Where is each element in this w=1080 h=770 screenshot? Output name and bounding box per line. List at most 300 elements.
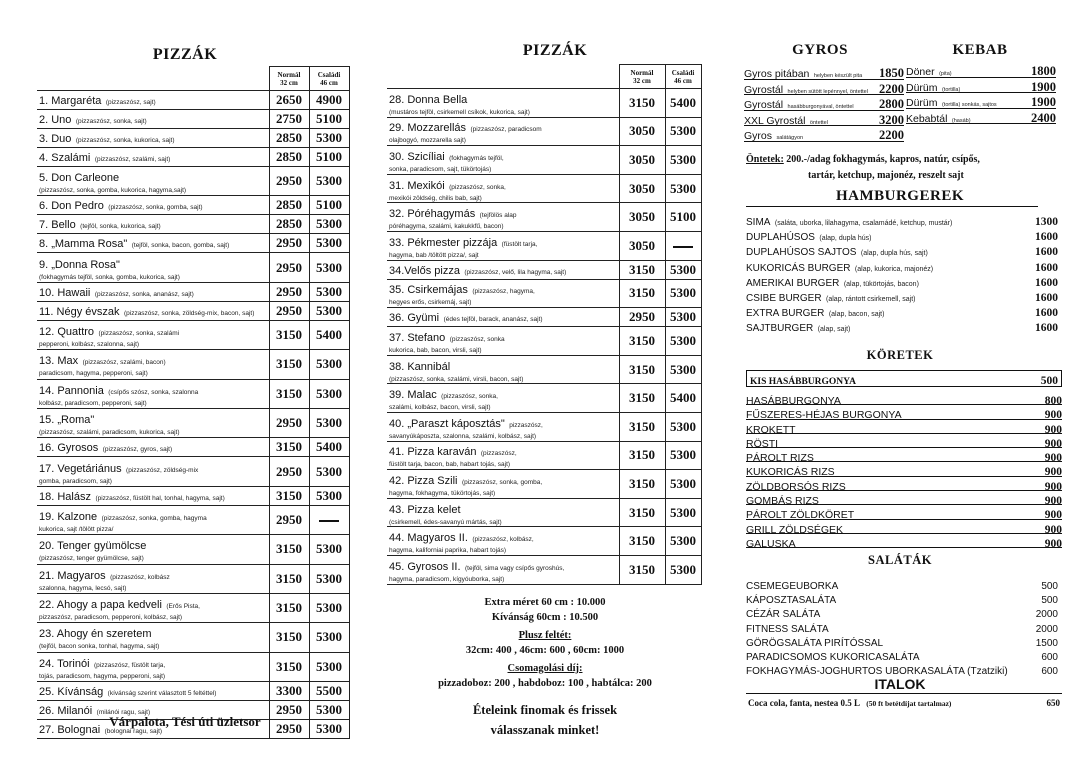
item-price: 1600 xyxy=(1035,231,1058,244)
item-name: DUPLAHÚSOS xyxy=(746,232,815,244)
item-price: 1850 xyxy=(879,66,904,80)
pizza-name: 23. Ahogy én szeretem xyxy=(39,628,152,641)
price-normal: 3050 xyxy=(619,117,665,146)
item-name: DUPLAHÚSOS SAJTOS xyxy=(746,247,857,259)
pizza-name: 8. „Mamma Rosa" xyxy=(39,238,128,251)
pizza-desc: (pizzaszósz, sonka, kukorica, sajt) xyxy=(75,137,175,144)
pizza-name-cell xyxy=(387,527,619,556)
item-price: 900 xyxy=(1044,452,1062,465)
pizza-row xyxy=(387,203,701,232)
pizza-name-cell xyxy=(387,89,619,118)
pizza-name: 45. Gyrosos II. xyxy=(389,560,461,573)
pizza-name: 38. Kannibál xyxy=(389,360,451,373)
pizza-name-cell xyxy=(37,564,269,593)
item-price: 900 xyxy=(1044,509,1062,522)
pizza-desc-2: savanyúkáposzta, szalonna, szalámi, kolbász, sajt) xyxy=(389,432,537,440)
pizza-desc: (tejföl, sonka, kukorica, sajt) xyxy=(80,223,161,231)
item-price: 600 xyxy=(1041,666,1058,678)
pizza-name-cell xyxy=(37,148,269,167)
packaging-text: pizzadoboz: 200 , habdoboz: 100 , habtálca: 200 xyxy=(438,678,652,689)
item-name: Gyros pitában xyxy=(744,68,810,80)
item-price: 1600 xyxy=(1035,276,1058,289)
pizza-desc: (pizzaszósz, sonka, sajt) xyxy=(75,118,147,125)
item-name: Gyrostál xyxy=(744,83,784,96)
price-normal: 3150 xyxy=(269,486,309,505)
pizza-row xyxy=(387,260,701,279)
item-desc: (alap, dupla hús, sajt) xyxy=(860,250,928,258)
pizza-name-cell xyxy=(387,117,619,146)
item-name: PÁROLT RIZS xyxy=(746,452,814,465)
item-name: Gyrostál xyxy=(744,99,784,111)
item-desc: (alap, dupla hús) xyxy=(819,235,872,243)
gyros-item xyxy=(744,95,904,111)
pizza-row xyxy=(37,215,349,234)
pizza-desc-2: szalámi, kolbász, bacon, virsli, sajt) xyxy=(389,404,491,412)
price-family: 5300 xyxy=(309,535,349,564)
pizza-desc: (pizzaszósz, kolbász xyxy=(110,573,170,581)
pizza-row xyxy=(387,412,701,441)
price-normal: 3150 xyxy=(619,89,665,118)
pizza-desc-2: hagyma, bab /töltött pizza/, sajt xyxy=(389,251,479,259)
price-family: 5300 xyxy=(309,593,349,622)
price-family: 5300 xyxy=(665,279,701,308)
pizza-name: 42. Pizza Szili xyxy=(389,474,458,487)
pizza-name: 10. Hawaii xyxy=(39,286,91,299)
pizza-row xyxy=(37,91,349,110)
pizza-name: 17. Vegetáriánus xyxy=(39,462,122,475)
pizza-desc-2: kolbász, paradicsom, pepperoni, sajt) xyxy=(39,399,147,407)
pizza-name-cell xyxy=(37,110,269,129)
price-normal: 3150 xyxy=(619,327,665,356)
pizza-name-cell xyxy=(37,408,269,437)
price-normal: 3150 xyxy=(619,384,665,413)
pizza-name-cell xyxy=(37,234,269,253)
item-desc: hasábburgonyával, öntettel xyxy=(787,104,854,110)
plusz-title: Plusz feltét: xyxy=(518,630,572,641)
item-price: 900 xyxy=(1044,409,1062,422)
pizza-name: 27. Bolognai xyxy=(39,724,101,737)
pizza-row xyxy=(387,146,701,175)
price-normal: 2950 xyxy=(269,253,309,282)
item-price: 900 xyxy=(1044,466,1062,479)
pizza-desc: (pizzaszósz, sonka, szalámi xyxy=(98,329,180,337)
price-normal: 2950 xyxy=(269,301,309,320)
pizza-name-cell xyxy=(37,253,269,282)
pizza-name: 14. Pannonia xyxy=(39,384,104,397)
item-price: 500 xyxy=(1041,595,1058,607)
item-price: 500 xyxy=(1041,581,1058,592)
slogan xyxy=(400,700,690,740)
pizza-desc: (pizzaszósz, sonka, gomba, hagyma xyxy=(101,514,207,522)
price-family: 5300 xyxy=(309,350,349,379)
pizza-desc-2: pepperoni, kolbász, szalonna, sajt) xyxy=(39,340,140,348)
item-price: 600 xyxy=(1041,651,1058,663)
pizza-name: 11. Négy évszak xyxy=(39,305,120,318)
pizza-row xyxy=(37,486,349,505)
price-normal: 3150 xyxy=(269,564,309,593)
side-item xyxy=(746,405,1062,422)
kebab-item xyxy=(906,62,1056,78)
pizza-desc: (pizzaszósz, paradicsom xyxy=(470,126,542,134)
pizza-name-cell xyxy=(37,438,269,457)
pizza-row xyxy=(37,301,349,320)
gyros-list xyxy=(744,64,904,142)
kebab-title: KEBAB xyxy=(952,42,1008,58)
price-normal: 3150 xyxy=(619,527,665,556)
item-price: 2000 xyxy=(1035,609,1058,621)
pizza-desc: (pizzaszósz, xyxy=(480,450,517,458)
toppings-info xyxy=(746,152,1066,184)
item-name: XXL Gyrostál xyxy=(744,114,806,127)
item-name: FITNESS SALÁTA xyxy=(746,623,829,635)
price-normal: 3150 xyxy=(619,470,665,499)
toppings-label: Öntetek: xyxy=(746,154,784,165)
pizza-name: 7. Bello xyxy=(39,219,76,232)
item-price: 2200 xyxy=(879,81,904,96)
pizza-name-cell xyxy=(37,215,269,234)
side-item xyxy=(746,520,1062,534)
item-name: KUKORICÁS RIZS xyxy=(746,466,835,479)
item-price: 1300 xyxy=(1035,216,1058,228)
pizza-desc-2: hagyma, paradicsom, kígyóuborka, sajt) xyxy=(389,575,505,583)
item-name: CÉZÁR SALÁTA xyxy=(746,609,821,621)
pizza-name-cell xyxy=(387,384,619,413)
pizza-row xyxy=(37,148,349,167)
pizza-name: 32. Póréhagymás xyxy=(389,208,476,221)
pizza-name: 19. Kalzone xyxy=(39,510,98,523)
pizza-name-cell xyxy=(37,129,269,148)
pizza-name-cell xyxy=(37,682,269,701)
item-desc: (alap, rántott csirkemell, sajt) xyxy=(826,295,916,303)
price-family: 5100 xyxy=(309,110,349,129)
item-name: AMERIKAI BURGER xyxy=(746,277,840,289)
hamburger-item xyxy=(746,273,1058,288)
price-normal: 3150 xyxy=(619,279,665,308)
item-price: 1800 xyxy=(1031,64,1056,78)
gyros-item xyxy=(744,80,904,96)
pizza-row xyxy=(37,110,349,129)
price-family: 5300 xyxy=(309,652,349,681)
pizza-desc: (tejföl, sonka, bacon, gomba, sajt) xyxy=(131,242,230,250)
price-family: 5300 xyxy=(309,701,349,720)
pizza-name-cell xyxy=(387,555,619,584)
side-item xyxy=(746,370,1062,387)
price-family: 5300 xyxy=(665,470,701,499)
pizza-name-cell xyxy=(387,146,619,175)
pizza-name: 28. Donna Bella xyxy=(389,93,468,106)
pizza-name-cell xyxy=(37,623,269,652)
pizza-row xyxy=(37,253,349,282)
price-normal: 2850 xyxy=(269,196,309,215)
price-family: 5300 xyxy=(665,355,701,384)
item-desc: (tortilla) xyxy=(941,86,961,93)
pizza-desc: (pizzaszósz, sonka, gomba, xyxy=(461,478,543,486)
pizza-name-cell xyxy=(37,593,269,622)
item-name: Döner xyxy=(906,66,935,78)
pizza-desc-2: kukorica, sajt /tölött pizza/ xyxy=(39,525,114,533)
price-normal: 2850 xyxy=(269,129,309,148)
pizza-desc-2: mexikói zöldség, chilis bab, sajt) xyxy=(389,194,482,202)
pizza-desc-2: paradicsom, hagyma, pepperoni, sajt) xyxy=(39,370,148,378)
price-normal: 3050 xyxy=(619,203,665,232)
pizza-desc: (pizzaszósz, füstölt tarja, xyxy=(94,661,166,669)
pizza-row xyxy=(37,535,349,564)
table-header-row xyxy=(387,65,701,89)
item-desc: (hasáb) xyxy=(951,117,971,124)
price-normal: 3150 xyxy=(269,379,309,408)
item-price: 900 xyxy=(1044,480,1062,493)
kebab-item xyxy=(906,78,1056,94)
price-family: 5300 xyxy=(665,412,701,441)
pizza-row xyxy=(37,623,349,652)
pizza-name-cell xyxy=(387,203,619,232)
price-family: 5300 xyxy=(309,129,349,148)
item-name: GÖRÖGSALÁTA PIRÍTÓSSAL xyxy=(746,637,884,649)
price-family: 5300 xyxy=(665,527,701,556)
item-desc: (saláta, uborka, lilahagyma, csalamádé, ketchup, mustár) xyxy=(774,220,953,227)
pizza-name-cell xyxy=(37,167,269,196)
toppings-line-1: 200.-/adag fokhagymás, kapros, natúr, csípős, xyxy=(786,154,980,165)
item-name: KROKETT xyxy=(746,423,796,436)
side-item xyxy=(746,505,1062,522)
pizza-desc-2: tojás, paradicsom, hagyma, pepperoni, sajt) xyxy=(39,672,166,680)
item-price: 900 xyxy=(1044,523,1062,536)
pizza-desc: (tejföl, sima vagy csípős gyroshús, xyxy=(464,564,565,572)
item-desc: (alap, tükörtojás, bacon) xyxy=(843,280,919,288)
pizza-name: 5. Don Carleone xyxy=(39,172,120,185)
pizza-name-cell xyxy=(37,320,269,349)
pizza-name: 24. Torinói xyxy=(39,657,90,670)
item-desc: (pita) xyxy=(939,71,952,77)
side-item xyxy=(746,448,1062,465)
item-name: KIS HASÁBBURGONYA xyxy=(750,377,857,387)
pizza-name: 1. Margaréta xyxy=(39,95,102,107)
pizza-name-cell xyxy=(387,470,619,499)
item-price: 3200 xyxy=(879,112,904,127)
item-name: ZÖLDBORSÓS RIZS xyxy=(746,480,846,493)
extras-block xyxy=(400,595,690,691)
pizza-desc: (pizzaszósz, sonka, ananász, sajt) xyxy=(94,290,194,298)
pizza-desc: (csípős szósz, sonka, szalonna xyxy=(108,388,199,396)
pizza-row xyxy=(387,470,701,499)
pizza-desc: (pizzaszósz, kolbász, xyxy=(472,536,534,544)
pizza-name: 15. „Roma" xyxy=(39,414,95,427)
price-family: 5300 xyxy=(309,623,349,652)
salatak-title: SALÁTÁK xyxy=(868,553,932,567)
price-normal: 2950 xyxy=(269,282,309,301)
pizza-row xyxy=(37,129,349,148)
pizza-desc-2: sonka, paradicsom, sajt, tükörtojás) xyxy=(389,165,492,173)
item-desc: (alap, bacon, sajt) xyxy=(828,311,885,319)
pizza-desc-2: (fokhagymás tejföl, sonka, gomba, kukorica, sajt) xyxy=(39,273,180,281)
price-family: 5300 xyxy=(665,174,701,203)
drinks-note: (50 ft betétdíjat tartalmaz) xyxy=(866,699,952,708)
price-family: 4900 xyxy=(309,91,349,110)
item-name: FŰSZERES-HÉJAS BURGONYA xyxy=(746,409,902,422)
pizza-name: 22. Ahogy a papa kedveli xyxy=(39,599,162,612)
item-price: 1500 xyxy=(1035,637,1058,649)
pizza-name: 44. Magyaros II. xyxy=(389,532,468,545)
item-desc: salátágyon xyxy=(776,135,804,141)
size-header-normal: Normál 32 cm xyxy=(269,67,309,91)
item-price: 1600 xyxy=(1035,322,1058,335)
item-price: 1600 xyxy=(1035,246,1058,259)
pizza-desc-2: füstölt tarja, bacon, bab, habart tojás, sajt) xyxy=(389,461,511,469)
size-header-family: Családi 46 cm xyxy=(309,67,349,91)
pizza-row xyxy=(387,231,701,260)
item-name: SIMA xyxy=(746,217,771,228)
price-normal: 2950 xyxy=(619,308,665,327)
pizza-row xyxy=(387,527,701,556)
salad-item xyxy=(746,619,1058,633)
item-name: KÁPOSZTASALÁTA xyxy=(746,595,837,607)
pizza-row xyxy=(387,327,701,356)
side-item xyxy=(746,420,1062,434)
pizza-name-cell xyxy=(37,652,269,681)
price-normal: 3150 xyxy=(619,498,665,527)
not-available-dash xyxy=(673,246,693,248)
pizza-name-cell xyxy=(37,196,269,215)
salad-item xyxy=(746,661,1058,678)
price-normal: 2650 xyxy=(269,91,309,110)
pizza-row xyxy=(387,89,701,118)
price-normal: 3050 xyxy=(619,174,665,203)
price-family: 5500 xyxy=(309,682,349,701)
pizza-name-cell xyxy=(387,174,619,203)
pizza-name-cell xyxy=(387,231,619,260)
pizza-desc: (pizzaszósz, füstölt hal, tonhal, hagyma, sajt) xyxy=(95,494,225,502)
pizza-column-2 xyxy=(370,0,730,770)
pizza-name: 43. Pizza kelet xyxy=(389,503,461,516)
pizza-desc-2: (tejföl, bacon sonka, tonhal, hagyma, sajt) xyxy=(39,643,160,651)
pizza-name: 25. Kívánság xyxy=(39,686,104,699)
item-price: 2000 xyxy=(1035,623,1058,635)
pizza-name: 16. Gyrosos xyxy=(39,442,99,455)
item-name: GRILL ZÖLDSÉGEK xyxy=(746,523,844,536)
price-normal: 3150 xyxy=(619,355,665,384)
salad-list xyxy=(746,576,1058,678)
price-normal: 2950 xyxy=(269,408,309,437)
price-normal: 3150 xyxy=(269,350,309,379)
pizza-desc: (milánói ragu, sajt) xyxy=(96,709,151,717)
hamburger-item xyxy=(746,242,1058,257)
pizza-desc-2: (pizzaszósz, sonka, gomba, kukorica, hagyma,sajt) xyxy=(39,187,187,195)
price-normal: 2950 xyxy=(269,457,309,486)
price-family: 5300 xyxy=(665,498,701,527)
pizza-row xyxy=(37,564,349,593)
pizza-table-2 xyxy=(387,64,702,585)
price-normal: 2850 xyxy=(269,148,309,167)
hamburger-item xyxy=(746,288,1058,303)
pizza-desc: (pizzaszósz, hagyma, xyxy=(472,288,535,296)
item-name: Dürüm xyxy=(906,81,938,94)
item-desc: helyben készült pita xyxy=(813,73,863,79)
pizza-desc: (édes tejföl, barack, ananász, sajt) xyxy=(443,316,543,324)
hamburger-item xyxy=(746,318,1058,333)
pizza-desc: (pizzaszósz, sonka xyxy=(449,335,505,343)
item-price: 900 xyxy=(1044,495,1062,508)
pizza-row xyxy=(387,384,701,413)
extra-wish-line: Kívánság 60cm : 10.500 xyxy=(491,612,599,623)
item-name: SAJTBURGER xyxy=(746,323,814,335)
item-price: 1600 xyxy=(1035,291,1058,304)
pizza-name: 6. Don Pedro xyxy=(39,200,104,213)
pizza-row xyxy=(387,355,701,384)
price-normal: 3150 xyxy=(619,555,665,584)
pizza-desc-2: (mustáros tejföl, csirkemell csíkok, kukorica, sajt) xyxy=(389,108,530,116)
table-header-row xyxy=(37,67,349,91)
price-family: 5300 xyxy=(309,379,349,408)
pizza-title-1: PIZZÁK xyxy=(152,46,218,63)
pizza-name: 29. Mozzarellás xyxy=(389,122,467,135)
pizza-name-cell xyxy=(37,301,269,320)
toppings-line-2: tartár, ketchup, majonéz, reszelt sajt xyxy=(808,170,964,181)
pizza-desc-2: olajbogyó, mozzarella sajt) xyxy=(389,137,466,145)
pizza-row xyxy=(387,555,701,584)
item-name: GOMBÁS RIZS xyxy=(746,495,819,508)
price-family xyxy=(665,231,701,260)
item-name: HASÁBBURGONYA xyxy=(746,395,841,407)
pizza-desc: (pizzaszósz, sonka, xyxy=(441,393,498,401)
pizza-desc-2: hagyma, fokhagyma, tükörtojás, sajt) xyxy=(389,489,496,497)
pizza-name: 40. „Paraszt káposztás" xyxy=(389,417,505,430)
pizza-row xyxy=(387,308,701,327)
pizza-desc-2: pizzaszósz, paradicsom, pepperoni, kolbász, sajt) xyxy=(39,614,183,622)
price-normal: 3300 xyxy=(269,682,309,701)
pizza-row xyxy=(387,498,701,527)
price-family: 5300 xyxy=(309,167,349,196)
pizza-name: 35. Csirkemájas xyxy=(389,284,468,297)
salad-item xyxy=(746,576,1058,590)
price-normal: 2850 xyxy=(269,215,309,234)
pizza-desc: (füstölt tarja, xyxy=(501,240,538,248)
item-desc: (tortilla) sonkás, sajtos xyxy=(941,102,997,108)
pizza-desc: (pizzaszósz, velő, lila hagyma, sajt) xyxy=(464,268,567,276)
pizza-name: 34.Velős pizza xyxy=(389,264,460,277)
pizza-name-cell xyxy=(37,457,269,486)
address-footer: Várpalota, Tési úti üzletsor xyxy=(109,714,261,729)
price-normal: 3150 xyxy=(269,623,309,652)
drinks-row xyxy=(748,698,1060,708)
pizza-desc-2: kukorica, bab, bacon, virsli, sajt) xyxy=(389,346,482,354)
pizza-name-cell xyxy=(387,441,619,470)
item-desc: (alap, sajt) xyxy=(817,326,851,334)
price-family: 5100 xyxy=(309,196,349,215)
pizza-name-cell xyxy=(387,327,619,356)
pizza-desc-2: póréhagyma, szalámi, kakukkfű, bacon) xyxy=(389,223,504,231)
pizza-desc: pizzaszósz, xyxy=(509,421,543,429)
price-family: 5100 xyxy=(309,148,349,167)
hamburger-item xyxy=(746,258,1058,273)
pizza-name: 13. Max xyxy=(39,355,79,368)
item-name: GALUSKA xyxy=(746,537,796,550)
price-normal: 3150 xyxy=(619,260,665,279)
hamburger-list xyxy=(746,212,1058,334)
pizza-name-cell xyxy=(37,486,269,505)
pizza-name: 30. Szicíliai xyxy=(389,150,445,163)
price-normal: 2950 xyxy=(269,505,309,534)
hamburger-divider xyxy=(746,206,1038,207)
price-normal: 3150 xyxy=(619,412,665,441)
price-normal: 3150 xyxy=(269,438,309,457)
price-normal: 3150 xyxy=(269,593,309,622)
pizza-row xyxy=(37,196,349,215)
pizza-desc: (pizzaszósz, szalámi, bacon) xyxy=(82,359,166,367)
price-family: 5300 xyxy=(309,301,349,320)
drinks-price: 650 xyxy=(1046,698,1060,708)
pizza-desc: (pizzaszósz, sonka, zöldség-mix, bacon, sajt) xyxy=(123,309,255,317)
pizza-row xyxy=(37,350,349,379)
